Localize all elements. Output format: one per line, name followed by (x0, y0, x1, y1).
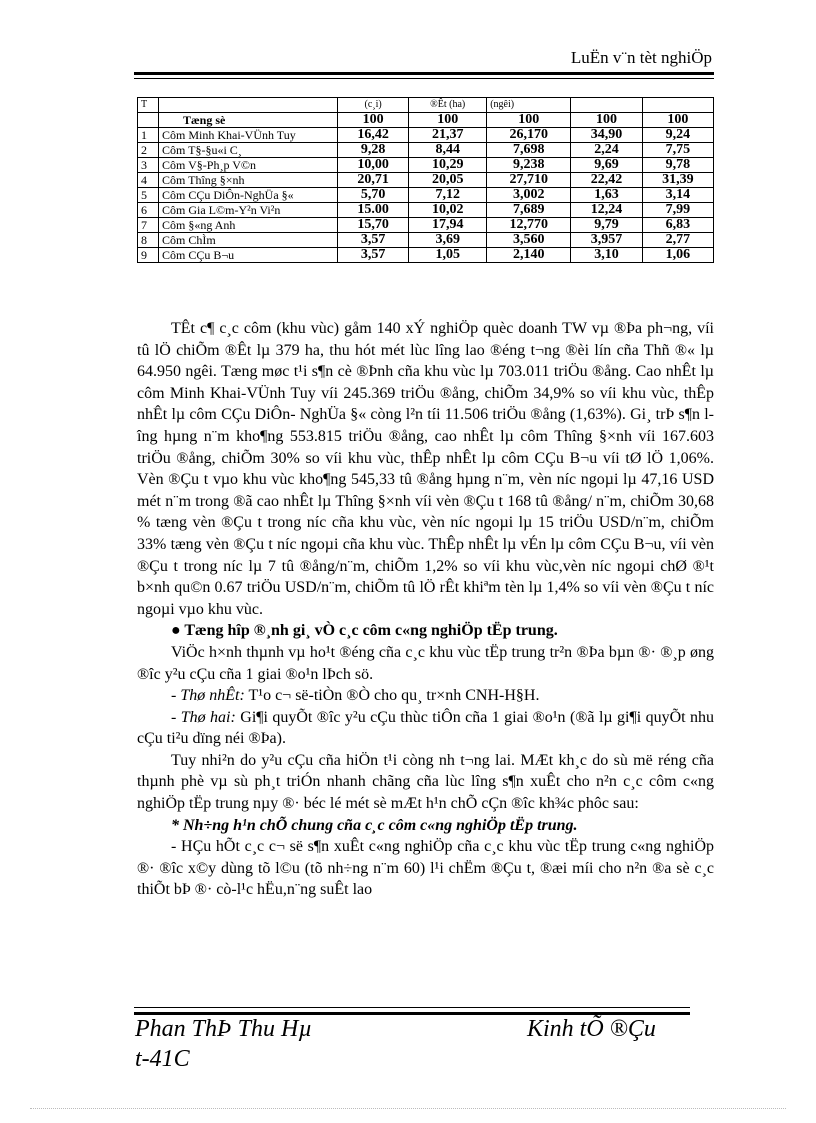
table-cell: 7 (138, 218, 159, 233)
table-cell (571, 98, 642, 113)
table-cell: Côm Thîng §×nh (159, 173, 338, 188)
table-cell: 4 (138, 173, 159, 188)
table-cell: 3 (138, 158, 159, 173)
table-cell: 3,14 (642, 188, 713, 203)
body-text (137, 318, 714, 901)
table-cell: T (138, 98, 159, 113)
paragraph-limitations: - HÇu hÕt c¸c c¬ së s¶n xuÊt c«ng nghiÖp cña c¸c khu vùc tËp trung c«ng nghiÖp ®· ®îc x©y dùng tõ l©u (tõ nh÷ng n¨m 60) l¹i chËm ®Çu t, ®æi míi cho n²n ®a sè c¸c thiÕt bÞ ®· cò-l¹c hËu,n¨ng suÊt lao (137, 838, 714, 899)
table-cell: 1,63 (571, 188, 642, 203)
table-cell: 1,05 (409, 248, 487, 263)
table-cell: 22,42 (571, 173, 642, 188)
table-cell: 7,75 (642, 143, 713, 158)
second-point-text: Gi¶i quyÕt ®îc y²u cÇu thùc tiÔn cña 1 giai ®o¹n (®ã lµ gi¶i quyÕt nhu cÇu ti²u dïng néi ®Þa). (137, 708, 715, 748)
table-cell: 3,57 (338, 248, 409, 263)
table-cell: 9,79 (571, 218, 642, 233)
table-cell: 9,28 (338, 143, 409, 158)
table-cell: 3,10 (571, 248, 642, 263)
table-cell: 100 (409, 113, 487, 128)
table-cell: 100 (338, 113, 409, 128)
table-cell: 17,94 (409, 218, 487, 233)
table-row (138, 233, 714, 248)
table-cell: 8,44 (409, 143, 487, 158)
section-heading-assessment: ● Tæng hîp ®¸nh gi¸ vÒ c¸c côm c«ng nghiÖp tËp trung. (171, 622, 558, 640)
table-cell: Côm Gia L©m-Y²n Vi²n (159, 203, 338, 218)
table-cell: 2 (138, 143, 159, 158)
table-cell: Côm ChÌm (159, 233, 338, 248)
table-cell: 10,29 (409, 158, 487, 173)
table-row (138, 158, 714, 173)
table-cell: Côm §«ng Anh (159, 218, 338, 233)
footer-author-class: t-41C (135, 1046, 190, 1072)
table-row (138, 218, 714, 233)
table-cell: 5 (138, 188, 159, 203)
table-cell: 9,78 (642, 158, 713, 173)
table-cell: 7,12 (409, 188, 487, 203)
header-title: LuËn v¨n tèt nghiÖp (570, 48, 712, 67)
first-point-label: - Thø nhÊt: (171, 687, 245, 705)
table-cell: 5,70 (338, 188, 409, 203)
table-cell: 7,99 (642, 203, 713, 218)
table-cell: 31,39 (642, 173, 713, 188)
section-heading-limitations: * Nh÷ng h¹n chÕ chung cña c¸c côm c«ng nghiÖp tËp trung. (171, 816, 578, 834)
table-row (138, 113, 714, 128)
table-cell: 21,37 (409, 128, 487, 143)
table-cell: Côm CÇu DiÔn-NghÜa §« (159, 188, 338, 203)
table-cell: 6,83 (642, 218, 713, 233)
table-cell: 2,24 (571, 143, 642, 158)
table-cell: Côm V§-Ph¸p V©n (159, 158, 338, 173)
table-cell: 3,957 (571, 233, 642, 248)
table-cell: 10,00 (338, 158, 409, 173)
table-cell: 9 (138, 248, 159, 263)
first-point-text: T¹o c¬ së-tiÒn ®Ò cho qu¸ tr×nh CNH-H§H. (244, 687, 540, 705)
table-cell: 3,560 (487, 233, 571, 248)
paragraph-summary: TÊt c¶ c¸c côm (khu vùc) gåm 140 xÝ nghiÖp quèc doanh TW vµ ®Þa ph¬ng, víi tû lÖ chiÕm ®Êt lµ 379 ha, thu hót mét lùc lîng lao ®éng t¬ng ®èi lín cña Thñ ®« lµ 64.950 ngêi. Tæng møc t¹i s¶n cè ®Þnh cña khu vùc lµ 703.011 triÖu ®ång. Cao nhÊt lµ côm Minh Khai-VÜnh Tuy víi 245.369 triÖu ®ång, chiÕm 34,9% so víi khu vùc, thÊp nhÊt lµ côm CÇu DiÔn- NghÜa §« còng l²n tíi 11.506 triÖu ®ång (1,63%). Gi¸ trÞ s¶n lîng hµng n¨m kho¶ng 553.815 triÖu ®ång, cao nhÊt lµ côm Thîng §×nh víi 167.603 triÖu ®ång, chiÕm 30% so víi khu vùc, thÊp nhÊt lµ côm CÇu B¬u víi tØ lÖ 1,06%. Vèn ®Çu t vµo khu vùc kho¶ng 545,33 tû ®ång hµng n¨m, vèn níc ngoµi lµ 47,16 USD mét n¨m trong ®ã cao nhÊt lµ Thîng §×nh víi vèn ®Çu t 168 tû ®ång/ n¨m, chiÕm 30,68 % tæng vèn ®Çu t trong níc cña khu vùc, vèn níc ngoµi lµ 15 triÖu USD/n¨m, chiÕm 33% tæng vèn ®Çu t níc ngoµi cña khu vùc. ThÊp nhÊt lµ vÉn lµ côm CÇu B¬u, víi vèn ®Çu t trong níc lµ 7 tû ®ång/n¨m, chiÕm 1,2% so víi khu vùc,vèn níc ngoµi chØ ®¹t b×nh qu©n 0.67 triÖu USD/n¨m, chiÕm tû lÖ rÊt khiªm tèn lµ 1,4% so víi vèn ®Çu t níc ngoµi vµo khu vùc. (137, 320, 714, 618)
table-cell: 1 (138, 128, 159, 143)
paragraph-second-point (137, 707, 714, 750)
table-cell: 12,24 (571, 203, 642, 218)
table-row (138, 173, 714, 188)
table-cell: 100 (642, 113, 713, 128)
table-row (138, 128, 714, 143)
table-cell: 15,70 (338, 218, 409, 233)
footer-author-name: Phan ThÞ Thu Hµ (135, 1016, 313, 1042)
footer-author (135, 1014, 312, 1074)
header-rule-thin (134, 78, 714, 79)
footer-department: Kinh tÕ ®Çu (527, 1016, 656, 1042)
table-cell: 10,02 (409, 203, 487, 218)
footer-rule-thin (134, 1007, 690, 1008)
table-cell: 20,05 (409, 173, 487, 188)
table-cell: 3,57 (338, 233, 409, 248)
table-cell (642, 98, 713, 113)
page-bottom-dotted-line (30, 1108, 786, 1109)
header-rule-thick (134, 72, 714, 75)
table-cell: 3,69 (409, 233, 487, 248)
table-cell: 1,06 (642, 248, 713, 263)
table-cell: 9,24 (642, 128, 713, 143)
table-cell: 27,710 (487, 173, 571, 188)
table-cell: 7,698 (487, 143, 571, 158)
second-point-label: - Thø hai: (171, 708, 236, 726)
table-cell: (c¸i) (338, 98, 409, 113)
table-cell: 6 (138, 203, 159, 218)
table-row (138, 203, 714, 218)
table-row (138, 248, 714, 263)
table-cell: Côm T§-§u«i C¸ (159, 143, 338, 158)
table-cell: ®Êt (ha) (409, 98, 487, 113)
paragraph-however: Tuy nhi²n do y²u cÇu cña hiÖn t¹i còng nh t¬ng lai. MÆt kh¸c do sù më réng cña thµnh phè vµ sù ph¸t triÓn nhanh chãng cña lùc lîng s¶n xuÊt cho n²n c¸c côm c«ng nghiÖp tËp trung nµy ®· béc lé mét sè mÆt h¹n chÕ cÇn ®îc kh¾c phôc sau: (137, 751, 714, 813)
table-row (138, 143, 714, 158)
paragraph-first-point (137, 685, 714, 707)
table-cell: 2,140 (487, 248, 571, 263)
table-cell: 16,42 (338, 128, 409, 143)
table-row (138, 188, 714, 203)
table-cell: Côm Minh Khai-VÜnh Tuy (159, 128, 338, 143)
table-cell: (ngêi) (487, 98, 571, 113)
statistics-table (137, 97, 714, 263)
table-cell (138, 113, 159, 128)
table-cell: Tæng sè (159, 113, 338, 128)
table-cell: 9,69 (571, 158, 642, 173)
table-cell: Côm CÇu B¬u (159, 248, 338, 263)
table-cell: 100 (571, 113, 642, 128)
table-cell: 8 (138, 233, 159, 248)
table-cell: 20,71 (338, 173, 409, 188)
paragraph-formation: ViÖc h×nh thµnh vµ ho¹t ®éng cña c¸c khu vùc tËp trung tr²n ®Þa bµn ®· ®¸p øng ®îc y²u cÇu cña 1 giai ®o¹n lÞch sö. (137, 643, 714, 683)
table-cell: 3,002 (487, 188, 571, 203)
table-cell: 26,170 (487, 128, 571, 143)
table-cell: 15.00 (338, 203, 409, 218)
table-cell: 100 (487, 113, 571, 128)
table-cell: 7,689 (487, 203, 571, 218)
table-cell (159, 98, 338, 113)
table-cell: 9,238 (487, 158, 571, 173)
table-cell: 12,770 (487, 218, 571, 233)
table-header-row (138, 98, 714, 113)
table-cell: 34,90 (571, 128, 642, 143)
table-cell: 2,77 (642, 233, 713, 248)
